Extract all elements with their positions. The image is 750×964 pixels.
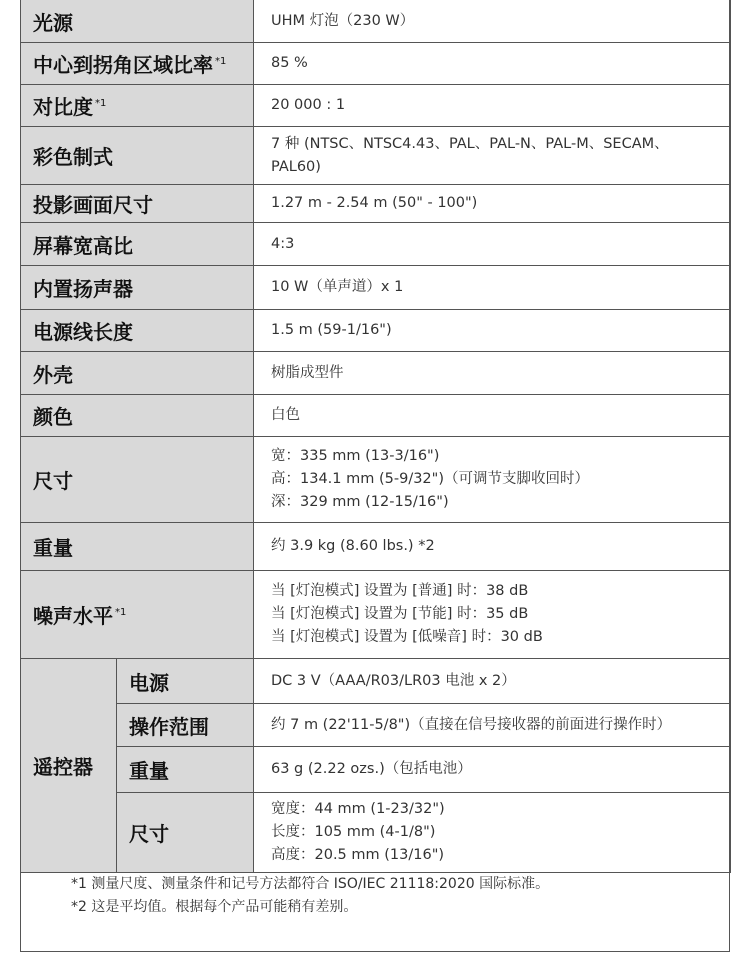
row-label: 外壳 [21, 352, 254, 395]
table-row [21, 747, 731, 793]
table-row [21, 223, 731, 266]
sub-row-label: 尺寸 [117, 793, 254, 873]
sub-row-label: 重量 [117, 747, 254, 793]
row-label: 噪声水平 $^{*1}$ [21, 571, 254, 659]
row-value: 约 3.9 kg (8.60 lbs.) *2 [254, 523, 731, 571]
footnote-mark: *1 [115, 607, 127, 619]
row-value: 20 000 : 1 [254, 85, 731, 127]
row-value: UHM 灯泡（230 W） [254, 0, 731, 43]
row-value: 10 W（单声道）x 1 [254, 266, 731, 310]
table-row [21, 793, 731, 873]
spec-table [20, 0, 731, 873]
row-value: 1.5 m (59-1/16") [254, 310, 731, 352]
spec-sheet [20, 0, 730, 952]
row-value: 1.27 m - 2.54 m (50" - 100") [254, 185, 731, 223]
row-value: DC 3 V（AAA/R03/LR03 电池 x 2） [254, 659, 731, 704]
row-value: 约 7 m (22'11-5/8")（直接在信号接收器的前面进行操作时） [254, 704, 731, 747]
row-label: 电源线长度 [21, 310, 254, 352]
row-label: 彩色制式 [21, 127, 254, 185]
table-row [21, 352, 731, 395]
row-value: 宽度：44 mm (1-23/32") 长度：105 mm (4-1/8") 高度：20.5 mm (13/16") [254, 793, 731, 873]
row-value: 树脂成型件 [254, 352, 731, 395]
row-label: 重量 [21, 523, 254, 571]
table-row [21, 85, 731, 127]
table-row [21, 395, 731, 437]
table-row [21, 127, 731, 185]
row-value: 宽：335 mm (13-3/16") 高：134.1 mm (5-9/32")（可调节支脚收回时） 深：329 mm (12-15/16") [254, 437, 731, 523]
row-value: 7 种 (NTSC、NTSC4.43、PAL、PAL-N、PAL-M、SECAM、 PAL60) [254, 127, 731, 185]
table-row [21, 571, 731, 659]
footnote-2: *2 这是平均值。根据每个产品可能稍有差别。 [71, 899, 358, 915]
table-row [21, 266, 731, 310]
row-value: 85 % [254, 43, 731, 85]
row-label: 光源 [21, 0, 254, 43]
footnote-mark: *1 [95, 98, 107, 110]
table-row [21, 437, 731, 523]
row-label: 中心到拐角区域比率 $^{*1}$ [21, 43, 254, 85]
table-row [21, 185, 731, 223]
row-label: 投影画面尺寸 [21, 185, 254, 223]
footnote-mark: *1 [215, 56, 227, 68]
remote-label: 遥控器 [21, 659, 117, 873]
row-value: 4:3 [254, 223, 731, 266]
row-value: 白色 [254, 395, 731, 437]
table-row [21, 659, 731, 704]
row-label: 对比度 $^{*1}$ [21, 85, 254, 127]
row-label: 颜色 [21, 395, 254, 437]
table-row [21, 523, 731, 571]
row-label: 尺寸 [21, 437, 254, 523]
sub-row-label: 电源 [117, 659, 254, 704]
row-label: 内置扬声器 [21, 266, 254, 310]
table-row [21, 0, 731, 43]
table-row [21, 43, 731, 85]
footnotes [21, 873, 729, 919]
row-value: 63 g (2.22 ozs.)（包括电池） [254, 747, 731, 793]
footnote-1: *1 测量尺度、测量条件和记号方法都符合 ISO/IEC 21118:2020 国际标准。 [71, 876, 550, 892]
table-row [21, 310, 731, 352]
sub-row-label: 操作范围 [117, 704, 254, 747]
row-value: 当 [灯泡模式] 设置为 [普通] 时：38 dB 当 [灯泡模式] 设置为 [节能] 时：35 dB 当 [灯泡模式] 设置为 [低噪音] 时：30 dB [254, 571, 731, 659]
row-label: 屏幕宽高比 [21, 223, 254, 266]
table-row [21, 704, 731, 747]
